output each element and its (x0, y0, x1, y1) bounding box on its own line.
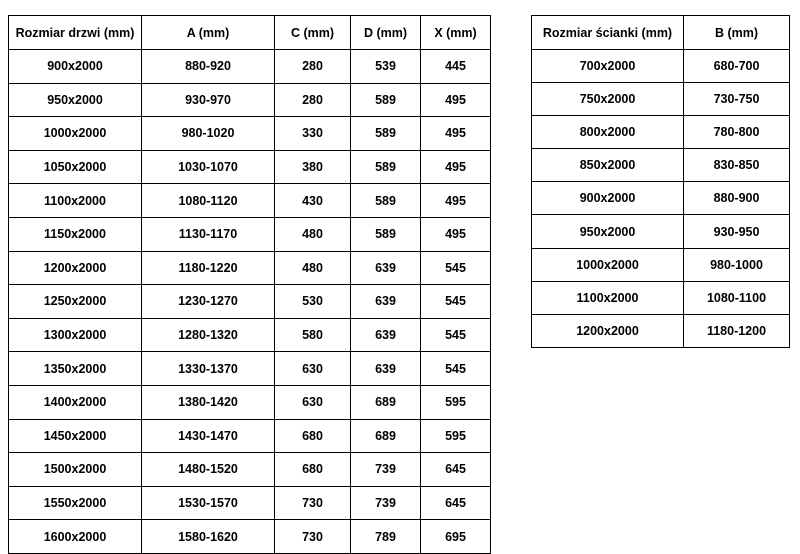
table-cell: 580 (275, 318, 351, 352)
table-cell: 789 (351, 520, 421, 554)
table-row (532, 314, 790, 347)
table-cell: 1100x2000 (9, 184, 142, 218)
table-row (9, 419, 491, 453)
table-cell: 280 (275, 50, 351, 84)
table-cell: 900x2000 (9, 50, 142, 84)
table-cell: 900x2000 (532, 182, 684, 215)
doors-dimensions-table (8, 15, 491, 554)
table-cell: 1080-1100 (684, 281, 790, 314)
table-cell: 1050x2000 (9, 150, 142, 184)
table-cell: 1430-1470 (142, 419, 275, 453)
table-row (532, 50, 790, 83)
table-cell: 1280-1320 (142, 318, 275, 352)
table-cell: 980-1000 (684, 248, 790, 281)
table-cell: 1480-1520 (142, 453, 275, 487)
table-cell: 589 (351, 184, 421, 218)
table-cell: 680 (275, 453, 351, 487)
table-cell: 589 (351, 217, 421, 251)
table-cell: 689 (351, 419, 421, 453)
table-cell: 495 (421, 150, 491, 184)
table-cell: 495 (421, 117, 491, 151)
table-cell: 645 (421, 486, 491, 520)
table-cell: 1380-1420 (142, 385, 275, 419)
table-cell: 430 (275, 184, 351, 218)
table-row (532, 116, 790, 149)
table-cell: 1530-1570 (142, 486, 275, 520)
column-header: Rozmiar drzwi (mm) (9, 16, 142, 50)
doors-dimensions-table-container (8, 15, 491, 554)
table-cell: 1350x2000 (9, 352, 142, 386)
table-cell: 980-1020 (142, 117, 275, 151)
table-cell: 1200x2000 (532, 314, 684, 347)
table-cell: 1130-1170 (142, 217, 275, 251)
walls-table-body (532, 50, 790, 348)
table-row (9, 150, 491, 184)
table-row (9, 453, 491, 487)
table-row (532, 83, 790, 116)
table-row (9, 184, 491, 218)
table-cell: 639 (351, 318, 421, 352)
table-cell: 1580-1620 (142, 520, 275, 554)
table-cell: 1500x2000 (9, 453, 142, 487)
table-cell: 700x2000 (532, 50, 684, 83)
table-cell: 730 (275, 486, 351, 520)
table-cell: 730 (275, 520, 351, 554)
table-cell: 950x2000 (9, 83, 142, 117)
table-cell: 730-750 (684, 83, 790, 116)
table-cell: 1250x2000 (9, 285, 142, 319)
column-header: X (mm) (421, 16, 491, 50)
table-row (532, 215, 790, 248)
table-cell: 930-950 (684, 215, 790, 248)
table-row (532, 281, 790, 314)
table-cell: 880-920 (142, 50, 275, 84)
table-row (532, 182, 790, 215)
walls-table-head (532, 16, 790, 50)
table-cell: 545 (421, 318, 491, 352)
table-row (532, 149, 790, 182)
table-cell: 739 (351, 453, 421, 487)
table-cell: 645 (421, 453, 491, 487)
table-cell: 530 (275, 285, 351, 319)
table-cell: 780-800 (684, 116, 790, 149)
table-row (9, 486, 491, 520)
table-cell: 380 (275, 150, 351, 184)
walls-dimensions-table-container (531, 15, 790, 348)
table-cell: 480 (275, 217, 351, 251)
column-header: Rozmiar ścianki (mm) (532, 16, 684, 50)
table-cell: 680-700 (684, 50, 790, 83)
table-cell: 639 (351, 251, 421, 285)
table-cell: 589 (351, 150, 421, 184)
table-cell: 1230-1270 (142, 285, 275, 319)
table-cell: 495 (421, 184, 491, 218)
table-cell: 739 (351, 486, 421, 520)
table-row (9, 352, 491, 386)
table-cell: 639 (351, 285, 421, 319)
table-cell: 545 (421, 352, 491, 386)
table-cell: 1450x2000 (9, 419, 142, 453)
table-row (9, 50, 491, 84)
table-row (9, 83, 491, 117)
table-cell: 595 (421, 385, 491, 419)
table-cell: 330 (275, 117, 351, 151)
table-row (9, 217, 491, 251)
table-cell: 695 (421, 520, 491, 554)
table-cell: 495 (421, 217, 491, 251)
column-header: D (mm) (351, 16, 421, 50)
table-cell: 589 (351, 117, 421, 151)
table-row (9, 117, 491, 151)
table-cell: 1180-1200 (684, 314, 790, 347)
column-header: B (mm) (684, 16, 790, 50)
table-cell: 1550x2000 (9, 486, 142, 520)
table-cell: 800x2000 (532, 116, 684, 149)
table-cell: 630 (275, 385, 351, 419)
table-cell: 1180-1220 (142, 251, 275, 285)
table-row (9, 520, 491, 554)
table-cell: 830-850 (684, 149, 790, 182)
table-cell: 1600x2000 (9, 520, 142, 554)
doors-table-head (9, 16, 491, 50)
table-row (9, 385, 491, 419)
table-cell: 680 (275, 419, 351, 453)
table-cell: 280 (275, 83, 351, 117)
table-cell: 880-900 (684, 182, 790, 215)
table-cell: 1300x2000 (9, 318, 142, 352)
table-row (532, 248, 790, 281)
table-cell: 1330-1370 (142, 352, 275, 386)
table-cell: 930-970 (142, 83, 275, 117)
table-cell: 595 (421, 419, 491, 453)
table-cell: 1400x2000 (9, 385, 142, 419)
table-cell: 950x2000 (532, 215, 684, 248)
table-cell: 1100x2000 (532, 281, 684, 314)
table-cell: 480 (275, 251, 351, 285)
table-cell: 495 (421, 83, 491, 117)
table-row (9, 251, 491, 285)
table-cell: 1000x2000 (532, 248, 684, 281)
table-cell: 1080-1120 (142, 184, 275, 218)
table-header-row (9, 16, 491, 50)
column-header: C (mm) (275, 16, 351, 50)
table-cell: 850x2000 (532, 149, 684, 182)
doors-table-body (9, 50, 491, 554)
table-cell: 689 (351, 385, 421, 419)
table-cell: 545 (421, 251, 491, 285)
table-header-row (532, 16, 790, 50)
table-cell: 639 (351, 352, 421, 386)
table-cell: 1200x2000 (9, 251, 142, 285)
column-header: A (mm) (142, 16, 275, 50)
table-cell: 750x2000 (532, 83, 684, 116)
table-cell: 445 (421, 50, 491, 84)
table-row (9, 285, 491, 319)
table-cell: 1150x2000 (9, 217, 142, 251)
table-cell: 539 (351, 50, 421, 84)
table-cell: 545 (421, 285, 491, 319)
walls-dimensions-table (531, 15, 790, 348)
table-row (9, 318, 491, 352)
table-cell: 630 (275, 352, 351, 386)
table-cell: 1000x2000 (9, 117, 142, 151)
table-cell: 589 (351, 83, 421, 117)
table-cell: 1030-1070 (142, 150, 275, 184)
